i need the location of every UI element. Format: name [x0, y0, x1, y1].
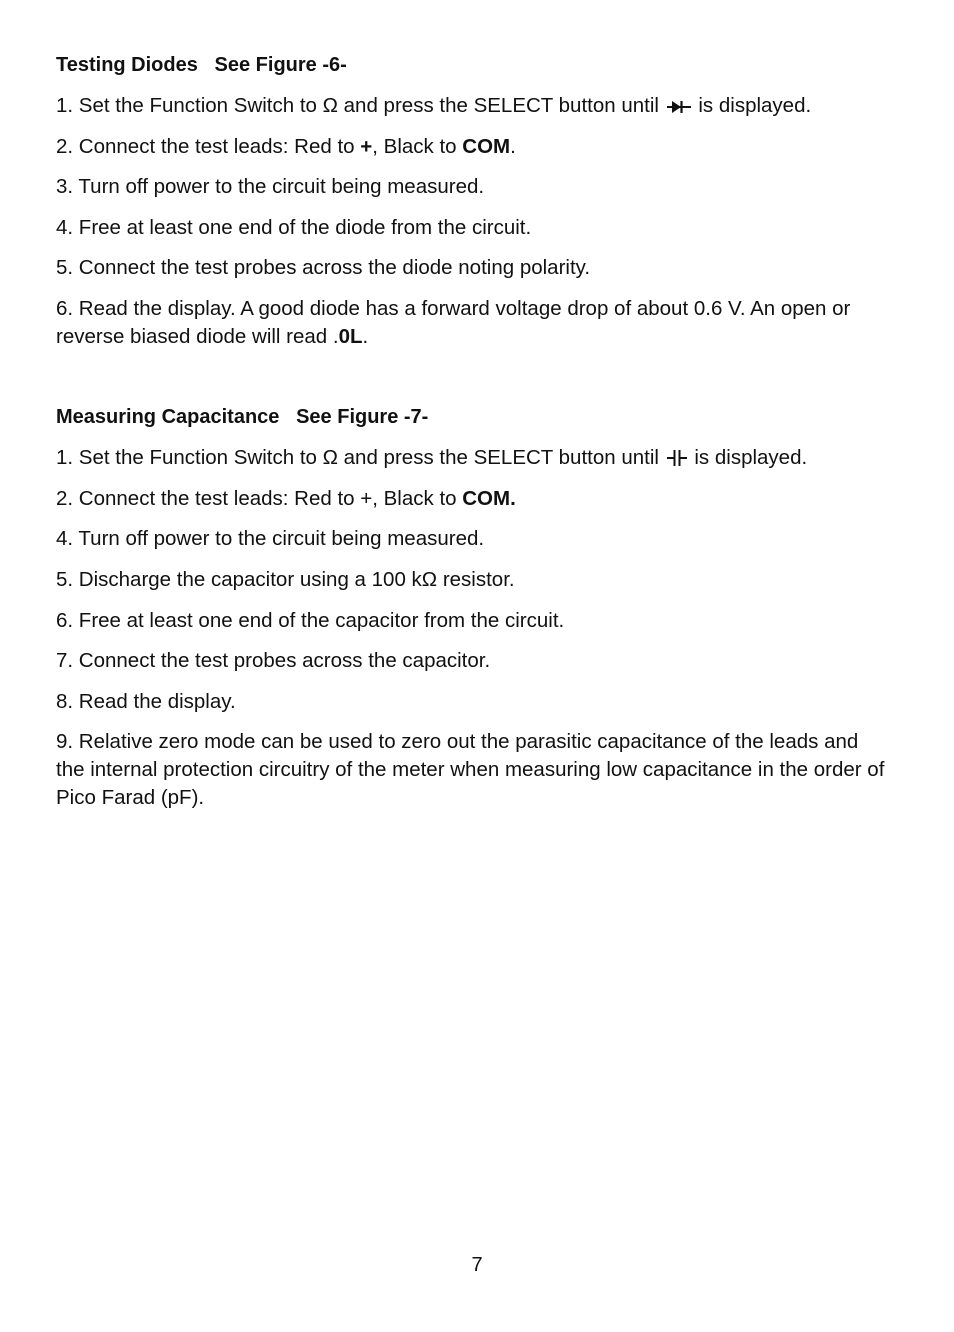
cap-step-4: 4. Turn off power to the circuit being measured. — [56, 527, 485, 550]
diode-step-4: 4. Free at least one end of the diode from the circuit. — [56, 216, 532, 239]
diode-step-3: 3. Turn off power to the circuit being measured. — [56, 175, 485, 198]
capacitor-icon — [667, 447, 687, 475]
cap-step-1 — [56, 444, 906, 475]
diode-icon — [667, 95, 691, 123]
diode-step-1-suffix: is displayed. — [698, 94, 812, 117]
diode-step-5: 5. Connect the test probes across the diode noting polarity. — [56, 256, 591, 279]
heading-measuring-capacitance: Measuring Capacitance See Figure -7- — [56, 406, 429, 428]
heading-testing-diodes: Testing Diodes See Figure -6- — [56, 54, 347, 76]
cap-step-5: 5. Discharge the capacitor using a 100 kΩ resistor. — [56, 568, 515, 591]
cap-step-2 — [56, 485, 906, 513]
cap-step-1-suffix: is displayed. — [694, 446, 808, 469]
cap-step-2-text: 2. Connect the test leads: Red to +, Black to — [56, 487, 463, 510]
cap-step-8: 8. Read the display. — [56, 690, 236, 713]
diode-step-2-mid: , Black to — [372, 135, 463, 158]
cap-step-7: 7. Connect the test probes across the capacitor. — [56, 649, 491, 672]
diode-step-1 — [56, 92, 906, 123]
cap-step-1-text: 1. Set the Function Switch to Ω and press the SELECT button until — [56, 446, 659, 469]
diode-step-6 — [56, 295, 886, 351]
cap-step-6: 6. Free at least one end of the capacitor from the circuit. — [56, 609, 565, 632]
ol-reading: 0L — [338, 325, 363, 348]
plus-terminal-label: + — [360, 135, 373, 158]
diode-step-2-text: 2. Connect the test leads: Red to — [56, 135, 361, 158]
com-terminal-label: COM. — [462, 487, 516, 510]
diode-step-1-text: 1. Set the Function Switch to Ω and press the SELECT button until — [56, 94, 659, 117]
cap-step-9: 9. Relative zero mode can be used to zero out the parasitic capacitance of the leads and the internal protection circuitry of the meter when measuring low capacitance in the order of Pico Farad (pF). — [56, 730, 885, 809]
page-number: 7 — [471, 1254, 483, 1276]
diode-step-6-text: 6. Read the display. A good diode has a forward voltage drop of about 0.6 V. An open or reverse biased diode will read . — [56, 297, 851, 348]
diode-step-6-end: . — [362, 325, 369, 348]
diode-step-2 — [56, 133, 906, 161]
com-terminal-label: COM — [462, 135, 511, 158]
diode-step-2-end: . — [510, 135, 516, 158]
